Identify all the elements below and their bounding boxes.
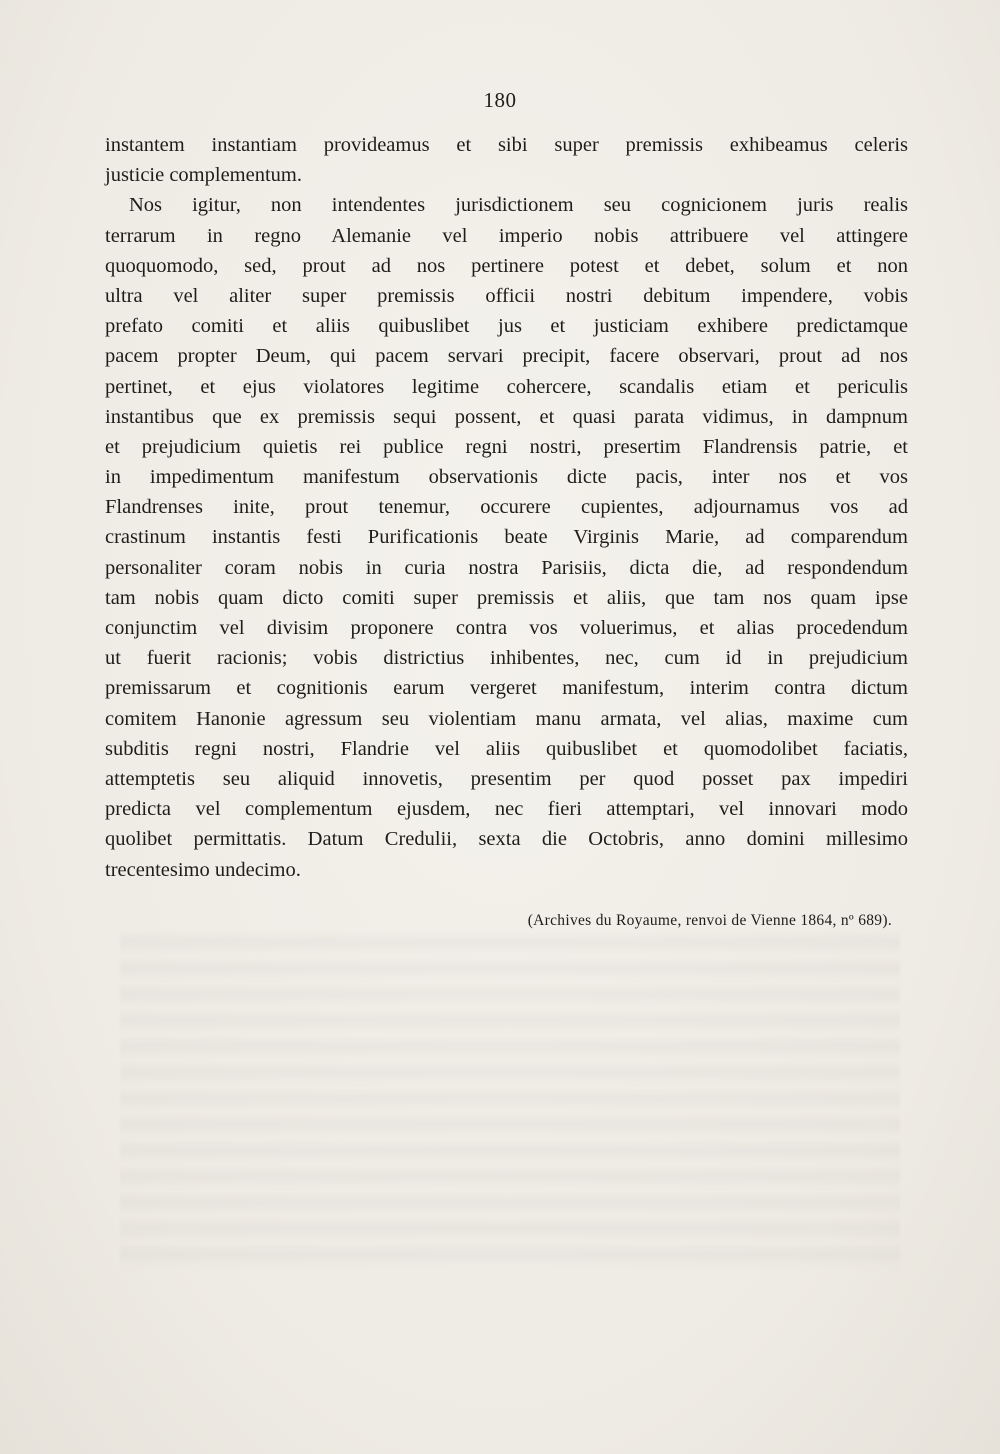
text-line: quoquomodo, sed, prout ad nos pertinere potest et debet, solum et non bbox=[105, 254, 908, 277]
text-line: terrarum in regno Alemanie vel imperio nobis attribuere vel attingere bbox=[105, 224, 908, 247]
text-line: instantibus que ex premissis sequi possent, et quasi parata vidimus, in dampnum bbox=[105, 405, 908, 428]
text-line: personaliter coram nobis in curia nostra Parisiis, dicta die, ad respondendum bbox=[105, 556, 908, 579]
text-line: Flandrenses inite, prout tenemur, occurere cupientes, adjournamus vos ad bbox=[105, 496, 908, 519]
text-line: in impedimentum manifestum observationis dicte pacis, inter nos et vos bbox=[105, 466, 908, 489]
source-citation: (Archives du Royaume, renvoi de Vienne 1864, nº 689). bbox=[527, 912, 892, 929]
text-line: subditis regni nostri, Flandrie vel aliis quibuslibet et quomodolibet faciatis, bbox=[105, 737, 908, 760]
text-line: premissarum et cognitionis earum vergeret manifestum, interim contra dictum bbox=[105, 677, 908, 700]
text-line: justicie complementum. bbox=[105, 164, 302, 187]
body-text bbox=[105, 130, 908, 885]
show-through-text bbox=[120, 930, 900, 1270]
text-line: tam nobis quam dicto comiti super premissis et aliis, que tam nos quam ipse bbox=[105, 586, 908, 609]
text-line: instantem instantiam provideamus et sibi super premissis exhibeamus celeris bbox=[105, 134, 908, 156]
text-line: pertinet, et ejus violatores legitime cohercere, scandalis etiam et periculis bbox=[105, 375, 908, 398]
text-line: ut fuerit racionis; vobis districtius inhibentes, nec, cum id in prejudicium bbox=[105, 647, 908, 670]
text-line: crastinum instantis festi Purificationis beate Virginis Marie, ad comparendum bbox=[105, 526, 908, 549]
text-line: comitem Hanonie agressum seu violentiam manu armata, vel alias, maxime cum bbox=[105, 707, 908, 730]
text-line: Nos igitur, non intendentes jurisdictionem seu cognicionem juris realis bbox=[129, 194, 908, 217]
text-line: et prejudicium quietis rei publice regni nostri, presertim Flandrensis patrie, et bbox=[105, 435, 908, 458]
text-line: quolibet permittatis. Datum Credulii, sexta die Octobris, anno domini millesimo bbox=[105, 828, 908, 851]
text-line: ultra vel aliter super premissis officii nostri debitum impendere, vobis bbox=[105, 284, 908, 307]
text-line: conjunctim vel divisim proponere contra vos voluerimus, et alias procedendum bbox=[105, 617, 908, 639]
text-line: pacem propter Deum, qui pacem servari precipit, facere observari, prout ad nos bbox=[105, 345, 908, 368]
page-number: 180 bbox=[483, 88, 517, 112]
text-line: prefato comiti et aliis quibuslibet jus et justiciam exhibere predictamque bbox=[105, 315, 908, 338]
text-line: trecentesimo undecimo. bbox=[105, 858, 301, 881]
text-line: predicta vel complementum ejusdem, nec fieri attemptari, vel innovari modo bbox=[105, 798, 908, 821]
text-line: attemptetis seu aliquid innovetis, presentim per quod posset pax impediri bbox=[105, 767, 908, 790]
